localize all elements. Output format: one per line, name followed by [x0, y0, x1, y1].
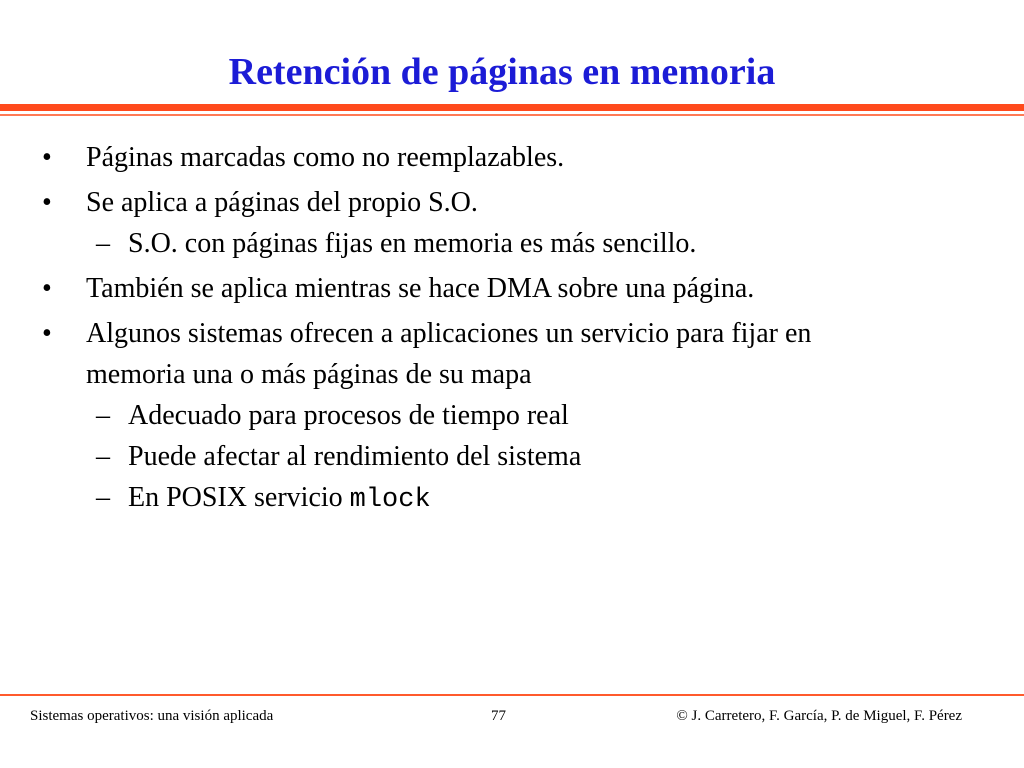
title-divider-thin [0, 114, 1024, 116]
sub-bullet-item [42, 477, 992, 521]
title-divider-thick [0, 104, 1024, 111]
footer-copyright: © J. Carretero, F. García, P. de Miguel, F. Pérez [676, 708, 962, 724]
sub-bullet-item [42, 395, 992, 436]
sub-bullet-text: S.O. con páginas fijas en memoria es más sencillo. [128, 228, 697, 259]
bullet-text: También se aplica mientras se hace DMA sobre una página. [86, 273, 755, 304]
slide-title: Retención de páginas en memoria [228, 51, 776, 93]
footer-divider [0, 694, 1024, 696]
bullet-marker: • [42, 187, 52, 218]
footer-book-title: Sistemas operativos: una visión aplicada [30, 708, 274, 724]
bullet-text-line-2: memoria una o más páginas de su mapa [86, 359, 532, 390]
bullet-marker: • [42, 142, 52, 173]
sub-bullet-text: En POSIX servicio [128, 482, 350, 513]
sub-bullet-marker: – [96, 482, 110, 513]
bullet-item [42, 268, 992, 309]
bullet-item [42, 182, 992, 223]
sub-bullet-marker: – [96, 441, 110, 472]
bullet-item [42, 313, 992, 395]
page-number: 77 [491, 708, 506, 724]
bullet-text-line-1: Algunos sistemas ofrecen a aplicaciones un servicio para fijar en [86, 318, 812, 349]
bullet-marker: • [42, 273, 52, 304]
bullet-text: Páginas marcadas como no reemplazables. [86, 142, 565, 173]
bullet-item [42, 137, 992, 178]
code-mlock: mlock [349, 485, 431, 515]
sub-bullet-marker: – [96, 228, 110, 259]
sub-bullet-item [42, 223, 992, 264]
bullet-list [42, 137, 992, 521]
sub-bullet-text: Puede afectar al rendimiento del sistema [128, 441, 582, 472]
bullet-marker: • [42, 318, 52, 349]
bullet-text: Se aplica a páginas del propio S.O. [86, 187, 478, 218]
sub-bullet-text: Adecuado para procesos de tiempo real [128, 400, 569, 431]
sub-bullet-marker: – [96, 400, 110, 431]
sub-bullet-item [42, 436, 992, 477]
